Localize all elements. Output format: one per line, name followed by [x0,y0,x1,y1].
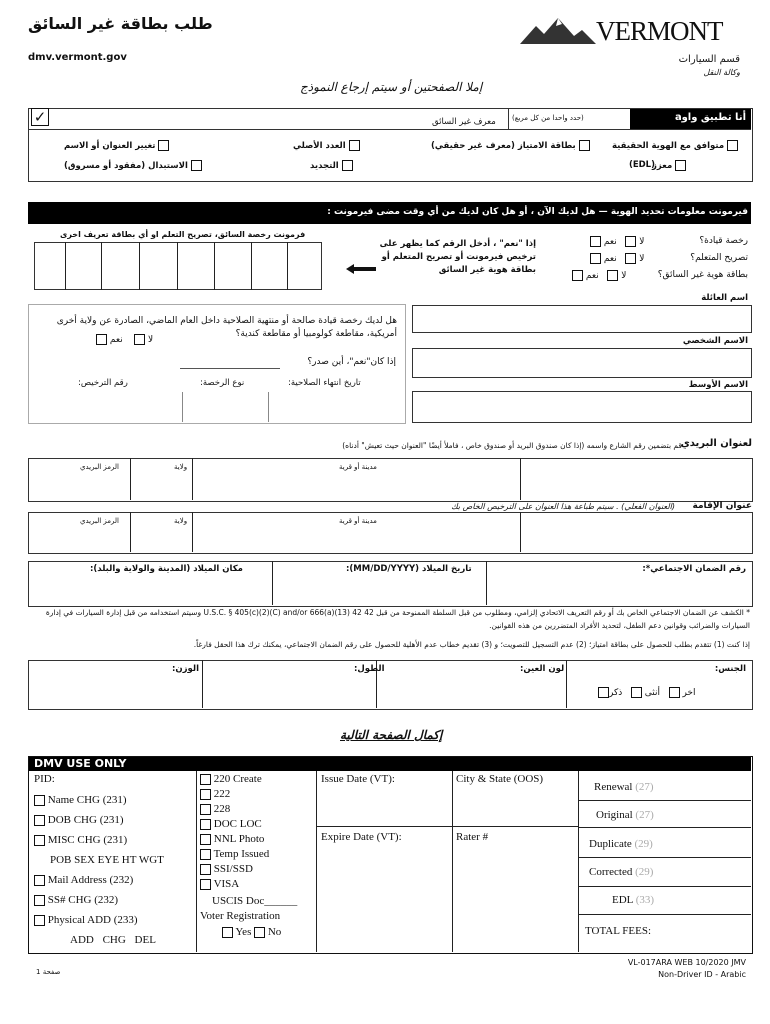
if-yes-instruction: إذا "نعم" ، أدخل الرقم كما يظهر على ترخيص فيرمونت أو تصريح المتعلم أو بطاقة هوية غير السائق [379,239,536,275]
uscis-doc[interactable]: USCIS Doc______ [212,895,298,907]
mailing-address-input[interactable] [28,458,753,502]
license-type-label: نوع الرخصة: [200,378,245,388]
q-permit [690,253,748,263]
option-enhanced[interactable] [652,160,686,171]
item-label: 222 [213,788,231,800]
option-label: الاستبدال (مفقود أو مسروق) [64,161,188,171]
vermont-logo-icon [518,14,598,48]
ssi-ssd[interactable] [200,863,253,875]
digit-divider [177,242,178,290]
fee-label: Corrected [589,866,633,878]
physical-add[interactable] [34,914,138,926]
no-label: لا [639,254,645,264]
no-label: لا [639,237,645,247]
weight-label: الوزن: [172,664,199,674]
residence-address-input[interactable] [28,512,753,554]
apply-checkbox[interactable] [31,108,49,126]
item-label: 228 [213,803,231,815]
yes-label: نعم [109,335,123,345]
middle-name-label: الاسم الأوسط [688,380,748,390]
fee-duplicate [589,838,653,850]
fee-code: (29) [634,838,653,850]
divider [452,771,453,952]
divider [192,458,193,500]
apply-heading-text: أنا تطبيق واو [681,112,746,123]
pob-label: مكان الميلاد (المدينة والولاية والبلد): [90,564,243,574]
state-label: ولاية [174,463,188,471]
divider [268,392,269,422]
doc-loc[interactable] [200,818,262,830]
agency-name: قسم السيارات [678,54,740,65]
divider [578,771,579,952]
option-real-id[interactable] [612,140,738,151]
item-label: SSI/SSD [213,863,253,875]
page-number: صفحة 1 [36,968,61,976]
other-license-question: هل لديك رخصة قيادة صالحة أو منتهية الصلاحية داخل العام الماضي، الصادرة عن ولاية أخرى أمريكية، مقاطعة كولومبيا أو مقاطعة كندية؟ [56,316,397,339]
item-label: 220 Create [213,773,262,785]
divider [566,660,567,708]
ss-chg[interactable] [34,894,118,906]
divider [316,826,578,827]
fee-code: (33) [635,894,655,906]
physical-info-box [28,660,753,710]
issue-date-label: Issue Date (VT): [321,773,395,785]
digit-divider [214,242,215,290]
nnl-photo[interactable] [200,833,264,845]
mailing-hint: قم بتضمين رقم الشارع واسمه (إذا كان صندوق البريد أو صندوق خاص ، فاملأ أيضًا "العنوان حيث تعيش" أدناه) [342,441,682,450]
option-label: التجديد [310,161,339,171]
item-label: DOB CHG (231) [47,814,124,826]
fee-code: (27) [635,781,654,793]
apply-letter: a [675,112,682,123]
eye-label: لون العين: [520,664,565,674]
option-edl: (EDL) [628,160,655,170]
q-label: تصريح المتعلم؟ [690,253,748,263]
sex-label: الجنس: [714,664,746,674]
option-label: تغيير العنوان أو الاسم [64,141,156,151]
ssn-label: رقم الضمان الاجتماعي*: [642,564,746,574]
q3-answers[interactable] [572,270,626,281]
yes-label: نعم [585,271,599,281]
option-renewal[interactable] [310,160,353,171]
pob-line: POB SEX EYE HT WGT [50,854,164,866]
no-label: No [267,926,282,938]
height-label: الطول: [354,664,385,674]
q-nondriver [658,270,748,280]
logo-text: VERMONT [596,16,723,46]
name-chg[interactable] [34,794,127,806]
temp-issued[interactable] [200,848,269,860]
fee-corrected [589,866,653,878]
option-privilege-card[interactable] [431,140,590,151]
divider [520,512,521,552]
agency-sub: وكالة النقل [703,68,740,77]
digit-divider [139,242,140,290]
item-label: DOC LOC [213,818,262,830]
male-label: ذكر [609,688,623,698]
form-name: Non-Driver ID - Arabic [658,970,746,979]
website[interactable]: dmv.vermont.gov [28,52,127,63]
code-228[interactable] [200,803,230,815]
option-label: معزز [652,161,673,171]
divider [130,512,131,552]
add-chg-del: ADD CHG DEL [70,934,156,946]
q-label: بطاقة هوية غير السائق؟ [657,270,748,280]
digit-divider [287,242,288,290]
divider [486,561,487,605]
item-label: VISA [213,878,240,890]
divider [578,914,751,915]
city-label: مدينة أو قرية [339,517,377,525]
expire-date-label: Expire Date (VT): [321,831,402,843]
q2-answers[interactable] [590,253,644,264]
divider [578,857,751,858]
residence-label: عنوان الإقامة [692,501,752,511]
divider [316,771,317,952]
no-label: لا [621,271,627,281]
option-label: بطاقة الامتياز (معرف غير حقيقي) [431,141,576,151]
divider [182,392,183,422]
rater-label: Rater # [456,831,489,843]
divider [202,660,203,708]
digit-divider [101,242,102,290]
fee-original [596,809,654,821]
digit-divider [251,242,252,290]
item-label: Name CHG (231) [47,794,127,806]
divider [520,458,521,500]
mail-address[interactable] [34,874,133,886]
ssn-note: * الكشف عن الضمان الاجتماعي الخاص بك أو رقم التعريف الاتحادي إلزامي، ومطلوب من قبل السلطة الممنوحة من قبل 42 U.S.C. § 405(c)(2)(C) and/or 666(a)(13) 42 وسيتم استخدامه من قبل إدارة السيارات في إدارة السيارات والضرائب وقوانين دعم الطفل، لتحديد الأفراد المتضررين من هذه القوانين. [45,608,750,630]
fee-edl [612,894,654,906]
sex-options[interactable] [598,687,695,698]
dmv-title-bar [29,757,751,771]
form-instruction: إملا الصفحتين أو سيتم إرجاع النموذج [300,80,483,94]
misc-chg[interactable] [34,834,127,846]
fee-label: EDL [612,894,633,906]
form-title: طلب بطاقة غير السائق [28,14,213,33]
total-fees-label: TOTAL FEES: [585,925,652,937]
option-label: متوافق مع الهوية الحقيقية [612,141,725,151]
item-label: Temp Issued [213,848,270,860]
fee-label: Duplicate [589,838,632,850]
fee-renewal [594,781,654,793]
middle-name-input[interactable] [412,391,752,423]
option-original[interactable] [293,140,360,151]
option-label: العدد الأصلي [293,141,346,151]
expire-label: تاريخ انتهاء الصلاحية: [288,378,361,388]
divider [578,886,751,887]
city-state-label: City & State (OOS) [456,773,544,785]
divider [272,561,273,605]
voter-options[interactable] [222,926,281,938]
mailing-label: لعنوان البريدي [680,438,752,449]
other-license-answers[interactable] [96,334,153,345]
female-label: أنثى [644,688,660,698]
q-license [699,236,748,246]
divider [130,458,131,500]
digit-divider [65,242,66,290]
dob-label: تاريخ الميلاد (MM/DD/YYYY): [346,564,472,574]
license-number-label: فرمونت رخصة السائق، تصريح التعلم او أي بطاقة تعريف اخرى [60,230,306,239]
arrow-left-icon [346,264,376,274]
first-name-input[interactable] [412,348,752,378]
fee-label: Original [596,809,633,821]
pid-label: PID: [34,773,55,785]
last-name-input[interactable] [412,305,752,333]
ssn-note-2: إذا كنت (1) تتقدم بطلب للحصول على بطاقة امتياز؛ (2) عدم التسجيل للتصويت؛ و (3) تقديم خطاب عدم الأهلية للحصول على رقم الضمان الاجتماعي، يمكنك ترك هذا الحقل فارغاً. [193,640,750,649]
residence-hint: (العنوان الفعلي) . سيتم طباعة هذا العنوان على الترخيص الخاص بك [451,502,675,511]
visa[interactable] [200,878,239,890]
fee-code: (29) [635,866,654,878]
yes-label: نعم [603,254,617,264]
item-label: Mail Address (232) [47,874,134,886]
check-mark-icon: ✓ [33,108,47,126]
where-issued-label: إذا كان"نعم"، أين صدر؟ [307,357,396,367]
option-replacement[interactable] [64,160,202,171]
license-number-input[interactable] [34,242,322,290]
divider [578,800,751,801]
form-id: VL-017ARA WEB 10/2020 JMV [627,958,746,967]
first-name-label: الاسم الشخصي [682,336,748,346]
q-label: رخصة قيادة؟ [699,236,748,246]
code-220[interactable] [200,773,262,785]
option-change-address[interactable] [64,140,169,151]
other-label: اخر [682,688,696,698]
hint-divider [508,109,509,129]
item-label: SS# CHG (232) [47,894,119,906]
vt-id-title: فيرمونت معلومات تحديد الهوية — هل لديك الآن ، أو هل كان لديك من أي وقت مضى فيرمونت : [327,207,748,217]
divider [192,512,193,552]
fee-code: (27) [635,809,654,821]
item-label: NNL Photo [213,833,265,845]
item-label: Physical ADD (233) [47,914,138,926]
no-label: لا [148,335,154,345]
code-222[interactable] [200,788,230,800]
q1-answers[interactable] [590,236,644,247]
dob-chg[interactable] [34,814,124,826]
item-label: MISC CHG (231) [47,834,128,846]
zip-label: الرمز البريدي [80,517,119,525]
license-number-label2: رقم الترخيص: [78,378,128,388]
yes-label: نعم [603,237,617,247]
choose-hint: (حدد واحدا من كل مربع) [512,114,584,122]
where-issued-input[interactable] [180,368,280,369]
state-label: ولاية [174,517,188,525]
divider [196,771,197,952]
divider [578,827,751,828]
city-label: مدينة أو قرية [339,463,377,471]
yes-label: Yes [235,926,252,938]
last-name-label: اسم العائلة [701,293,748,303]
dmv-title: DMV USE ONLY [34,757,127,770]
voter-registration: Voter Registration [200,910,281,922]
fee-label: Renewal [594,781,633,793]
apply-heading [682,112,746,123]
next-page-note: إكمال الصفحة التالية [340,728,443,742]
apply-type-label: معرف غير السائق [432,117,496,127]
zip-label: الرمز البريدي [80,463,119,471]
